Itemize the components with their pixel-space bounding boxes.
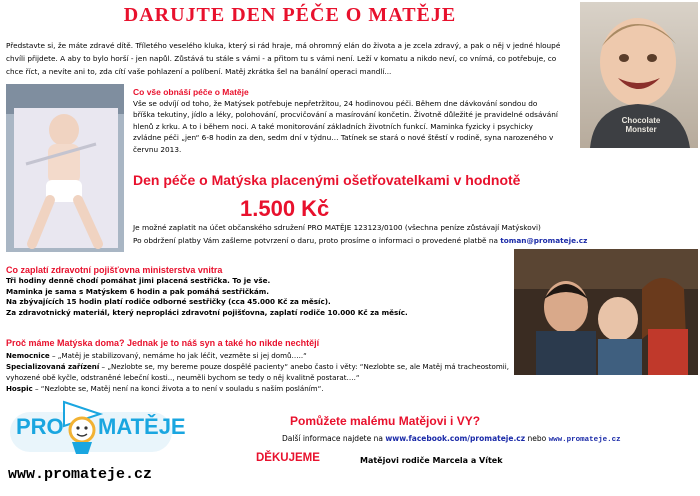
home-list <box>6 350 526 394</box>
payment-account-line: Je možné zaplatit na účet občanského sdružení PRO MATĚJE 123123/0100 (všechna peníze zůstávají Matýskovi) <box>133 223 541 232</box>
more-info-prefix: Další informace najdete na <box>282 434 386 443</box>
parents-signature: Matějovi rodiče Marcela a Vítek <box>360 456 503 465</box>
home-item-facilities <box>6 361 526 383</box>
home-item-text: – “Nezlobte se, Matěj není na konci života a to není v souladu s naším posláním“. <box>32 384 324 393</box>
photo-family <box>514 249 698 375</box>
more-info-line <box>282 434 700 444</box>
logo-pro-text: PRO <box>16 414 64 439</box>
home-item-hospital <box>6 350 526 361</box>
insurance-line: Tři hodiny denně chodí pomáhat jimi placená sestřička. To je vše. <box>6 276 271 285</box>
home-item-label: Specializovaná zařízení <box>6 362 100 371</box>
web-link[interactable]: www.promateje.cz <box>548 436 621 444</box>
payment-confirmation-text: Po obdržení platby Vám zašleme potvrzení o daru, proto prosíme o informaci o provedené platbě na <box>133 236 501 245</box>
nurses-heading: Den péče o Matýska placenými ošetřovatelkami v hodnotě <box>133 172 521 188</box>
more-info-middle: nebo <box>525 434 549 443</box>
home-item-text: – „Nezlobte se, my bereme pouze dospělé pacienty“ anebo často i věty: “Nezlobte se, ale Matěj má tracheostomii, vyhozené obě kyčle, odstraněné lebeční kosti.., neuměli bychom se tedy o něj kvalitně postarat….“ <box>6 362 509 382</box>
shirt-text: Chocolate Monster <box>621 116 661 134</box>
insurance-heading: Co zaplatí zdravotní pojišťovna ministerstva vnitra <box>6 265 223 275</box>
thanks-heading: DĚKUJEME <box>256 452 320 464</box>
pro-mateje-logo <box>6 392 186 462</box>
home-item-text: – „Matěj je stabilizovaný, nemáme ho jak léčit, vezměte si jej domů…..“ <box>49 351 307 360</box>
insurance-list <box>6 276 456 318</box>
payment-confirmation-line <box>133 234 633 247</box>
home-item-label: Hospic <box>6 384 33 393</box>
help-heading: Pomůžete malému Matějovi i VY? <box>290 414 481 428</box>
photo-smiling-boy <box>580 2 698 148</box>
insurance-line: Za zdravotnický materiál, který nepropláci zdravotní pojišťovna, zaplatí rodiče 10.000 Kč za měsíc. <box>6 307 408 317</box>
photo-hospital-bed <box>6 84 124 252</box>
care-heading: Co vše obnáší péče o Matěje <box>133 87 249 97</box>
home-item-label: Nemocnice <box>6 351 50 360</box>
logo-mateje-text: MATĚJE <box>98 414 186 439</box>
insurance-line: Na zbývajících 15 hodin platí rodiče odborné sestřičky (cca 45.000 Kč za měsíc). <box>6 297 331 307</box>
care-paragraph: Vše se odvíjí od toho, že Matýsek potřebuje nepřetržitou, 24 hodinovou péči. Během dne dávkování sondou do bříška tekutiny, jídlo a léky, polohování, procvičování a masírování končetin. Životně důležité je pravidelné odsávání hlenů z krku. A to i během noci. A také monitorování základních životních funkcí. Maminka fyzicky i psychicky zvládne péči „jen“ 6-8 hodin za den, sedm dní v týdnu… Tatínek se stará o nové štěstí v rodině, syna narozeného v červnu 2013. <box>133 99 558 154</box>
insurance-line: Maminka je sama s Matýskem 6 hodin a pak pomáhá sestřičkám. <box>6 286 269 296</box>
facebook-link[interactable]: www.facebook.com/promateje.cz <box>385 434 526 443</box>
home-heading: Proč máme Matýska doma? Jednak je to náš syn a také ho nikde nechtějí <box>6 338 320 348</box>
payment-info <box>133 221 633 247</box>
contact-email-link[interactable]: toman@promateje.cz <box>500 236 588 245</box>
website-url[interactable]: www.promateje.cz <box>8 466 153 483</box>
intro-paragraph: Představte si, že máte zdravé dítě. Tříletého veselého kluka, který si rád hraje, má ohromný elán do života a je zcela zdravý, a pak o něj v jedné hloupé chvíli přijdete. A aby to bylo horší - jen napůl. Zůstává tu stále s vámi - a přitom tu s vámi není. Leží v komatu a nikdo neví, co vnímá, co potřebuje, co chce říct, a nevíte ani to, zda cítí vaše pohlazení a políbení. Matěj zkrátka šel na banální operaci mandlí... <box>6 41 561 76</box>
donation-amount: 1.500 Kč <box>240 196 330 221</box>
page-title: DARUJTE DEN PÉČE O MATĚJE <box>123 4 457 26</box>
